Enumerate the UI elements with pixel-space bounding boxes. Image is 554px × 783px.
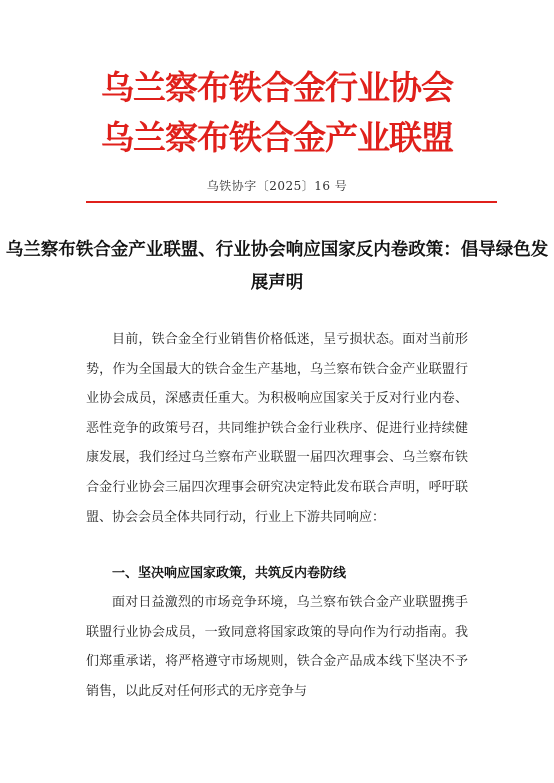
- org-name-association: 乌兰察布铁合金行业协会: [101, 68, 453, 107]
- intro-paragraph: 目前，铁合金全行业销售价格低迷，呈亏损状态。面对当前形势，作为全国最大的铁合金生产基地，乌兰察布铁合金产业联盟行业协会成员，深感责任重大。为积极响应国家关于反对行业内卷、恶性竞争的政策号召，共同维护铁合金行业秩序、促进行业持续健康发展，我们经过乌兰察布产业联盟一届四次理事会、乌兰察布铁合金行业协会三届四次理事会研究决定特此发布联合声明，呼吁联盟、协会会员全体共同行动，行业上下游共同响应：: [86, 332, 468, 525]
- document-number: 乌铁协字〔2025〕16 号: [206, 179, 348, 193]
- document-title-text: 乌兰察布铁合金产业联盟、行业协会响应国家反内卷政策：倡导绿色发展声明: [5, 240, 549, 293]
- section-heading-1: 一、坚决响应国家政策，共筑反内卷防线: [112, 566, 347, 581]
- red-divider-line: [86, 201, 497, 203]
- org-name-alliance: 乌兰察布铁合金产业联盟: [101, 118, 453, 157]
- document-title: [0, 234, 554, 300]
- section-1-paragraph: 面对日益激烈的市场竞争环境，乌兰察布铁合金产业联盟携手联盟行业协会成员，一致同意将国家政策的导向作为行动指南。我们郑重承诺，将严格遵守市场规则，铁合金产品成本线下坚决不予销售，以此反对任何形式的无序竞争与: [86, 595, 468, 699]
